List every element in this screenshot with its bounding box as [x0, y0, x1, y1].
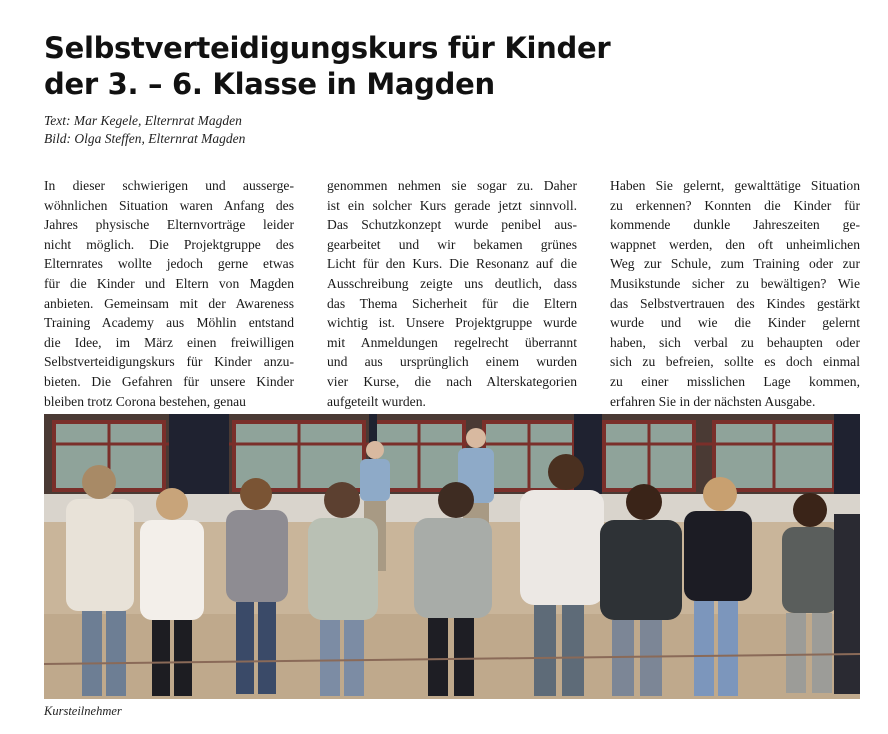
text-line: und aus ursprünglich einem wurden	[327, 354, 577, 370]
text-line: wichtig ist. Unsere Projektgruppe wurde	[327, 315, 577, 331]
text-line: Selbstverteidigungskurs für Kinder anzu-	[44, 354, 294, 370]
text-line: vier Kurse, die nach Alterskategorien	[327, 373, 577, 389]
text-line: genommen nehmen sie sogar zu. Daher	[327, 178, 577, 193]
image-credit: Bild: Olga Steffen, Elternrat Magden	[44, 131, 246, 146]
text-column-3	[610, 176, 860, 411]
text-line: erfahren Sie in der nächsten Ausgabe.	[610, 393, 816, 409]
text-line: gearbeitet und wir bekamen grünes	[327, 236, 577, 252]
text-column-2	[327, 176, 577, 411]
course-photo	[44, 414, 860, 699]
text-line: aufgeteilt wurden.	[327, 393, 426, 409]
text-line: wappnet werden, den oft unheimlichen	[610, 236, 860, 252]
text-line: Training Academy aus Möhlin entstand	[44, 315, 294, 331]
text-line: Das Schutzkonzept wurde penibel aus-	[327, 217, 577, 233]
text-line: sich zu befreien, sollte es doch einmal	[610, 354, 860, 370]
text-line: Licht für den Kurs. Die Resonanz auf die	[327, 256, 577, 272]
text-line: die Idee, im März einen freiwilligen	[44, 334, 294, 350]
text-line: Musikstunde sicher zu bewältigen? Wie	[610, 275, 860, 291]
text-line: wöhnlichen Situation waren Anfang des	[44, 197, 294, 213]
text-line: wurde und wie die Kinder gelernt	[610, 315, 860, 331]
headline-line: der 3. – 6. Klasse in Magden	[44, 67, 495, 101]
text-line: bieten. Die Gefahren für unsere Kinder	[44, 373, 294, 389]
text-credit: Text: Mar Kegele, Elternrat Magden	[44, 113, 242, 128]
text-column-1	[44, 176, 294, 411]
text-line: Elternrates wollte jedoch gerne etwas	[44, 256, 294, 272]
text-line: anbieten. Gemeinsam mit der Awareness	[44, 295, 294, 311]
text-line: haben, sich verbal zu behaupten oder	[610, 334, 860, 350]
photo-illustration	[44, 414, 860, 699]
headline	[44, 30, 610, 102]
headline-line: Selbstverteidigungskurs für Kinder	[44, 31, 611, 65]
text-line: kommende dunkle Jahreszeiten ge-	[610, 217, 860, 233]
text-line: Jahres physische Elternvorträge leider	[44, 217, 294, 233]
text-line: zu erkennen? Konnten die Kinder für	[610, 197, 860, 213]
text-line: Ausschreibung zeigte uns deutlich, dass	[327, 275, 577, 291]
text-line: zu einer misslichen Lage kommen,	[610, 373, 860, 389]
text-line: In dieser schwierigen und ausserge-	[44, 178, 294, 193]
text-line: ist ein solcher Kurs gerade jetzt sinnvoll.	[327, 197, 577, 213]
text-line: Haben Sie gelernt, gewalttätige Situation	[610, 178, 860, 193]
text-line: das Selbstvertrauen des Kindes gestärkt	[610, 295, 860, 311]
text-line: für die Kinder und Eltern von Magden	[44, 275, 294, 291]
photo-caption: Kursteilnehmer	[44, 704, 122, 718]
text-line: Weg zur Schule, zum Training oder zur	[610, 256, 860, 272]
text-line: bleiben trotz Corona bestehen, genau	[44, 393, 246, 409]
text-line: das Thema Sicherheit für die Eltern	[327, 295, 577, 311]
credits	[44, 112, 245, 148]
text-line: mit Anmeldungen regelrecht überrannt	[327, 334, 577, 350]
text-line: nicht möglich. Die Projektgruppe des	[44, 236, 294, 252]
